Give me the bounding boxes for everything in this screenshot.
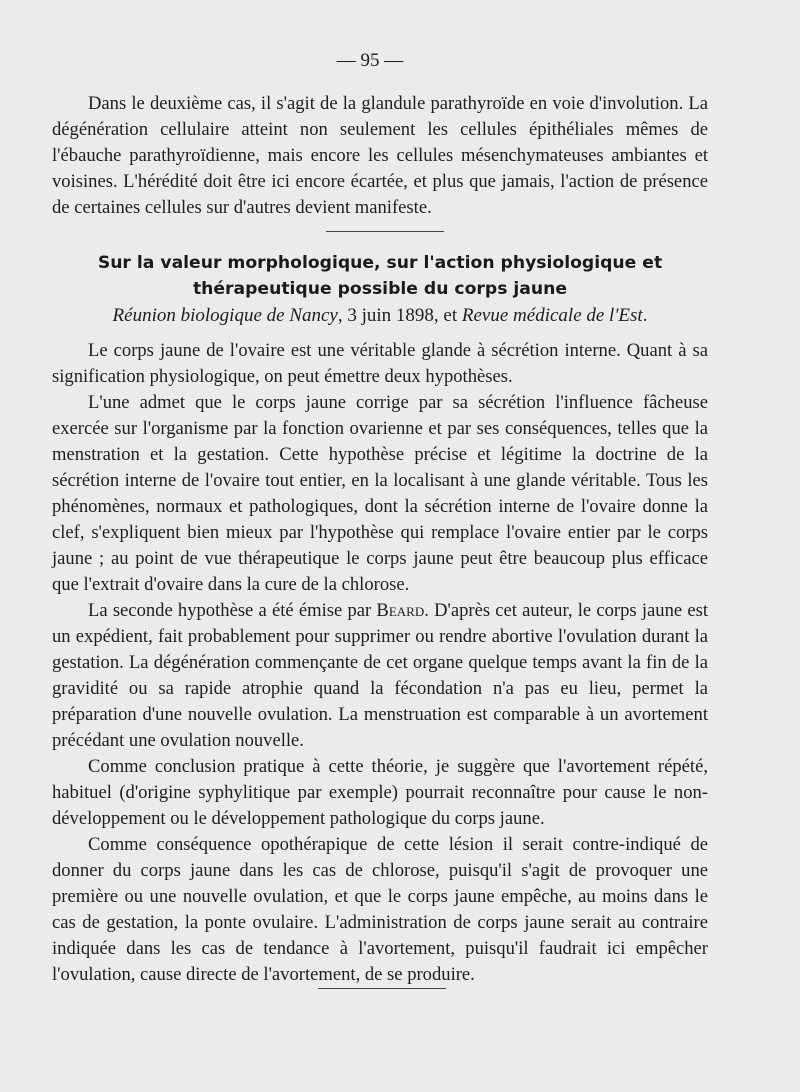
source-journal: Revue médicale de l'Est: [461, 305, 643, 326]
source-end: .: [642, 305, 648, 326]
paragraph: [52, 598, 708, 754]
intro-text: [52, 91, 708, 221]
divider-rule: [326, 231, 444, 232]
page-number: — 95 —: [336, 50, 404, 71]
paragraph: Comme conséquence opothérapique de cette lésion il serait contre-indiqué de donner du corps jaune dans les cas de chlorose, puisqu'il s'agit de provoquer une première ou une nouvelle ovulation, et que le corps jaune empêche, au moins dans le cas de gestation, la ponte ovulaire. L'administration de corps jaune serait au contraire indiquée dans les cas de tendance à l'avortement, puisqu'il faudrait ici empêcher l'ovulation, cause directe de l'avortement, de se produire.: [52, 834, 708, 985]
paragraph: L'une admet que le corps jaune corrige par sa sécrétion l'influence fâcheuse exercée sur l'organisme par la fonction ovarienne et par ses conséquences, telles que la menstration et la gestation. Cette hypothèse précise et légitime la doctrine de la sécrétion interne de l'ovaire tout entier, en la localisant à une glande véritable. Tous les phénomènes, normaux et pathologiques, dont la sécrétion interne de l'ovaire donne la clef, s'expliquent bien mieux par l'hypothèse qui remplace l'ovaire entier par le corps jaune ; au point de vue thérapeutique le corps jaune peut être beaucoup plus efficace que l'extrait d'ovaire dans la cure de la chlorose.: [52, 392, 708, 595]
paragraph: Dans le deuxième cas, il s'agit de la glandule parathyroïde en voie d'involution. La dégénération cellulaire atteint non seulement les cellules épithéliales mêmes de l'ébauche parathyroïdienne, mais encore les cellules mésenchymateuses ambiantes et voisines. L'hérédité doit être ici encore écartée, et plus que jamais, l'action de présence de certaines cellules sur d'autres devient manifeste.: [52, 93, 708, 218]
source-meeting: Réunion biologique de Nancy: [112, 305, 338, 326]
paragraph-text: La seconde hypothèse a été émise par: [88, 600, 377, 621]
paragraph: Le corps jaune de l'ovaire est une véritable glande à sécrétion interne. Quant à sa signification physiologique, on peut émettre deux hypothèses.: [52, 340, 708, 387]
divider-rule: [318, 988, 446, 989]
author-name: Beard: [376, 600, 425, 621]
source-date: , 3 juin 1898, et: [337, 305, 462, 326]
section-source: [40, 303, 720, 329]
paragraph-text: . D'après cet auteur, le corps jaune est un expédient, fait probablement pour supprimer ou rendre abortive l'ovulation durant la gestation. La dégénération commençante de cet organe quelque temps avant la fin de la gravidité ou sa rapide atrophie quand la fécondation n'a pas eu lieu, permet la préparation d'une nouvelle ovulation. La menstruation est comparable à un avortement précédant une ovulation nouvelle.: [52, 600, 709, 751]
section-title: Sur la valeur morphologique, sur l'action physiologique et thérapeutique possible du corps jaune: [97, 253, 663, 299]
section-body: [52, 338, 708, 988]
paragraph: Comme conclusion pratique à cette théorie, je suggère que l'avortement répété, habituel (d'origine syphylitique par exemple) pourrait reconnaître pour cause le non-développement ou le développement pathologique du corps jaune.: [52, 756, 708, 829]
